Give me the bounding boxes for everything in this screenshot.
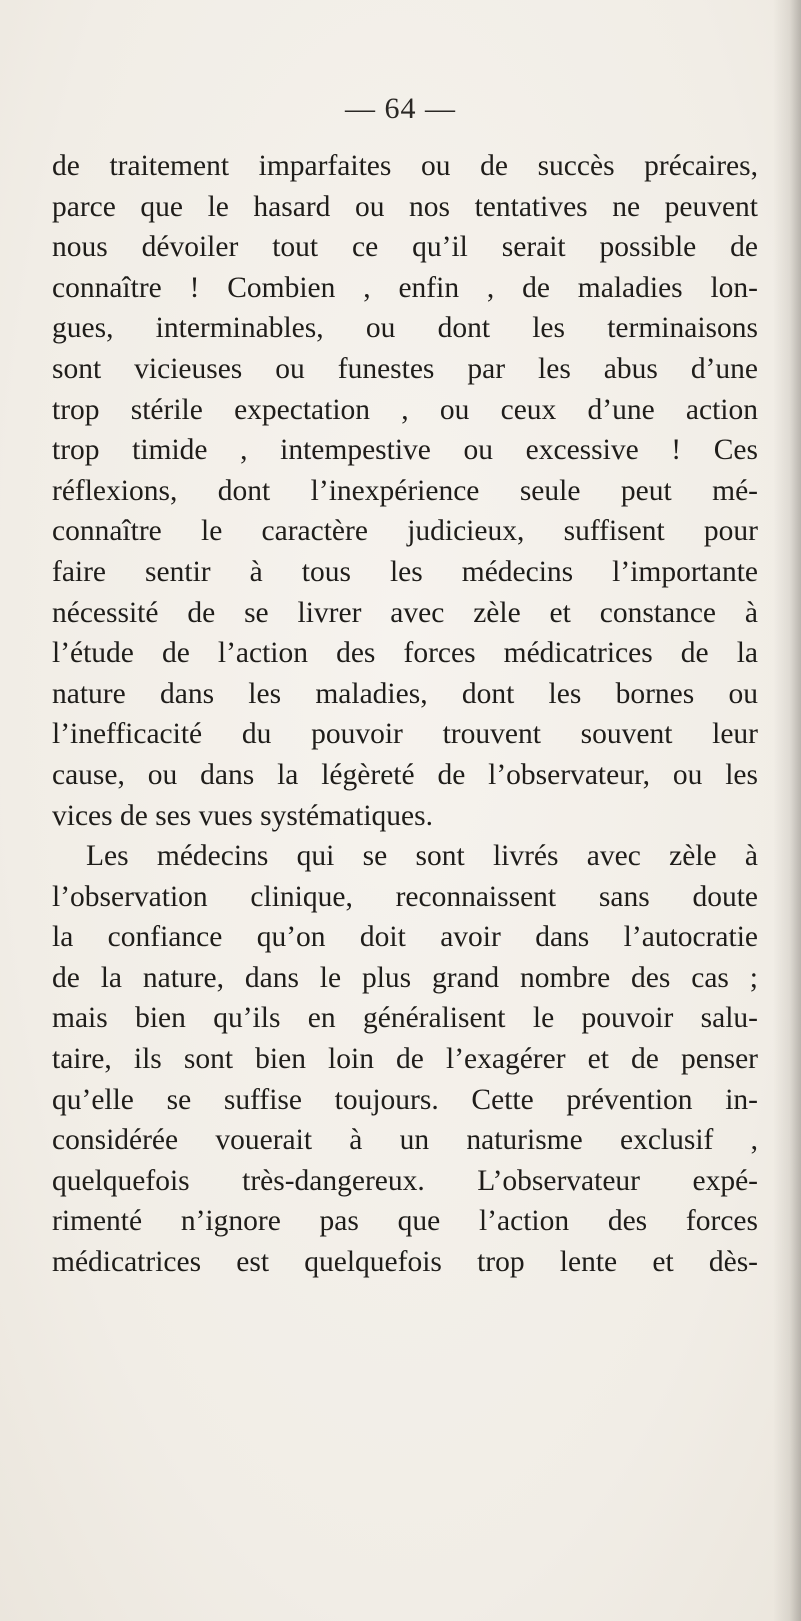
text-line: considérée vouerait à un naturisme exclusif , (52, 1124, 758, 1157)
text-line: connaître le caractère judicieux, suffisent pour (52, 515, 758, 548)
page-edge-shadow (773, 0, 801, 1621)
text-line: l’inefficacité du pouvoir trouvent souvent leur (52, 718, 758, 751)
text-line: de traitement imparfaites ou de succès précaires, (52, 150, 758, 182)
text-line: gues, interminables, ou dont les terminaisons (52, 312, 758, 345)
text-line: connaître ! Combien , enfin , de maladies lon- (52, 271, 758, 304)
text-line: nécessité de se livrer avec zèle et constance à (52, 596, 758, 629)
paragraph-start-line: Les médecins qui se sont livrés avec zèle à (86, 840, 758, 873)
text-line: l’observation clinique, reconnaissent sans doute (52, 880, 758, 913)
text-line: quelquefois très-dangereux. L’observateur expé- (52, 1164, 758, 1197)
text-line: réflexions, dont l’inexpérience seule peut mé- (52, 474, 758, 507)
text-line: de la nature, dans le plus grand nombre des cas ; (52, 961, 758, 994)
text-line: mais bien qu’ils en généralisent le pouvoir salu- (52, 1002, 758, 1035)
text-line: taire, ils sont bien loin de l’exagérer et de penser (52, 1043, 758, 1076)
text-line: cause, ou dans la légèreté de l’observateur, ou les (52, 758, 758, 791)
text-line: parce que le hasard ou nos tentatives ne peuvent (52, 190, 758, 223)
text-line: trop stérile expectation , ou ceux d’une action (52, 393, 758, 426)
text-line: la confiance qu’on doit avoir dans l’autocratie (52, 921, 758, 954)
body-text (52, 146, 758, 1283)
text-line: l’étude de l’action des forces médicatrices de la (52, 637, 758, 670)
text-line: qu’elle se suffise toujours. Cette prévention in- (52, 1083, 758, 1116)
text-line: trop timide , intempestive ou excessive ! Ces (52, 434, 758, 467)
paragraph-end-line: vices de ses vues systématiques. (52, 799, 433, 832)
text-line: rimenté n’ignore pas que l’action des forces (52, 1205, 758, 1238)
text-line: nature dans les maladies, dont les bornes ou (52, 677, 758, 710)
text-line: médicatrices est quelquefois trop lente et dès- (52, 1246, 758, 1279)
page-number: — 64 — (345, 92, 456, 125)
text-line: faire sentir à tous les médecins l’importante (52, 555, 758, 588)
text-line: nous dévoiler tout ce qu’il serait possible de (52, 231, 758, 264)
text-line: sont vicieuses ou funestes par les abus d’une (52, 352, 758, 385)
